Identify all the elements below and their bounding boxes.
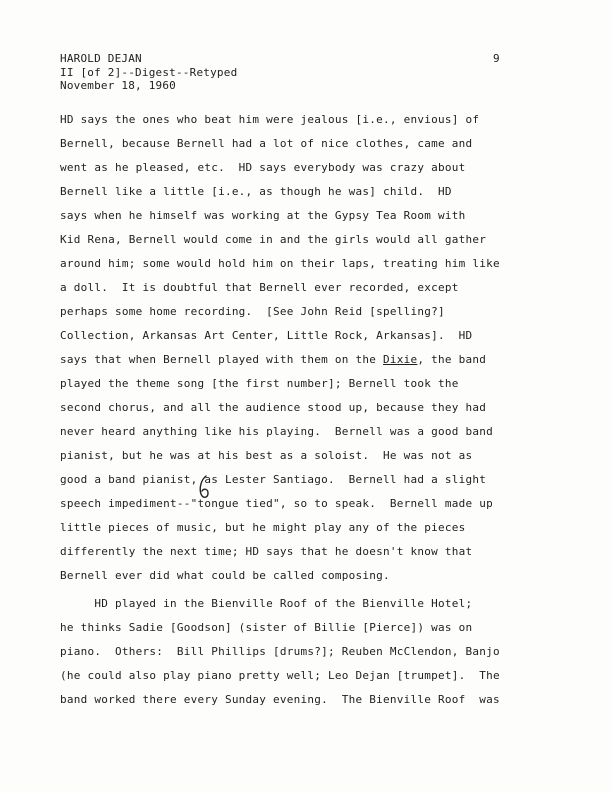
text-line: Bernell, because Bernell had a lot of nice clothes, came and	[60, 137, 473, 150]
text-line: piano. Others: Bill Phillips [drums?]; Reuben McClendon, Banjo	[60, 645, 500, 658]
text-line: HD played in the Bienville Roof of the Bienville Hotel;	[60, 597, 473, 610]
header-volume: II [of 2]--Digest--Retyped	[60, 65, 238, 79]
handwritten-insertion-mark	[197, 474, 211, 502]
text-line: he thinks Sadie [Goodson] (sister of Billie [Pierce]) was on	[60, 621, 473, 634]
text-line: a doll. It is doubtful that Bernell ever recorded, except	[60, 281, 459, 294]
text-line: differently the next time; HD says that he doesn't know that	[60, 545, 473, 558]
text-segment: , the band	[417, 353, 487, 366]
text-line: pianist, but he was at his best as a soloist. He was not as	[60, 449, 473, 462]
page-number: 9	[493, 52, 500, 65]
text-line: second chorus, and all the audience stood up, because they had	[60, 401, 487, 414]
text-line: went as he pleased, etc. HD says everybody was crazy about	[60, 161, 466, 174]
text-line: band worked there every Sunday evening. The Bienville Roof was	[60, 693, 500, 706]
text-line: perhaps some home recording. [See John Reid [spelling?]	[60, 305, 445, 318]
text-line: Bernell ever did what could be called composing.	[60, 569, 390, 582]
text-line: never heard anything like his playing. Bernell was a good band	[60, 425, 493, 438]
text-line: played the theme song [the first number]; Bernell took the	[60, 377, 459, 390]
text-line: Collection, Arkansas Art Center, Little Rock, Arkansas]. HD	[60, 329, 473, 342]
text-line	[60, 353, 486, 366]
underlined-word: Dixie	[383, 353, 418, 366]
text-line: (he could also play piano pretty well; Leo Dejan [trumpet]. The	[60, 669, 500, 682]
text-line: Bernell like a little [i.e., as though he was] child. HD	[60, 185, 452, 198]
text-line: Kid Rena, Bernell would come in and the girls would all gather	[60, 233, 487, 246]
text-line: HD says the ones who beat him were jealous [i.e., envious] of	[60, 113, 480, 126]
text-line: good a band pianist, as Lester Santiago. Bernell had a slight	[60, 473, 487, 486]
text-line: around him; some would hold him on their laps, treating him like	[60, 257, 500, 270]
text-line: little pieces of music, but he might play any of the pieces	[60, 521, 466, 534]
text-line: speech impediment--"tongue tied", so to speak. Bernell made up	[60, 497, 493, 510]
text-segment: says that when Bernell played with them on the	[60, 353, 384, 366]
header-date: November 18, 1960	[60, 79, 176, 92]
text-line: says when he himself was working at the Gypsy Tea Room with	[60, 209, 466, 222]
page-header	[60, 52, 237, 93]
header-name: HAROLD DEJAN	[60, 52, 142, 65]
